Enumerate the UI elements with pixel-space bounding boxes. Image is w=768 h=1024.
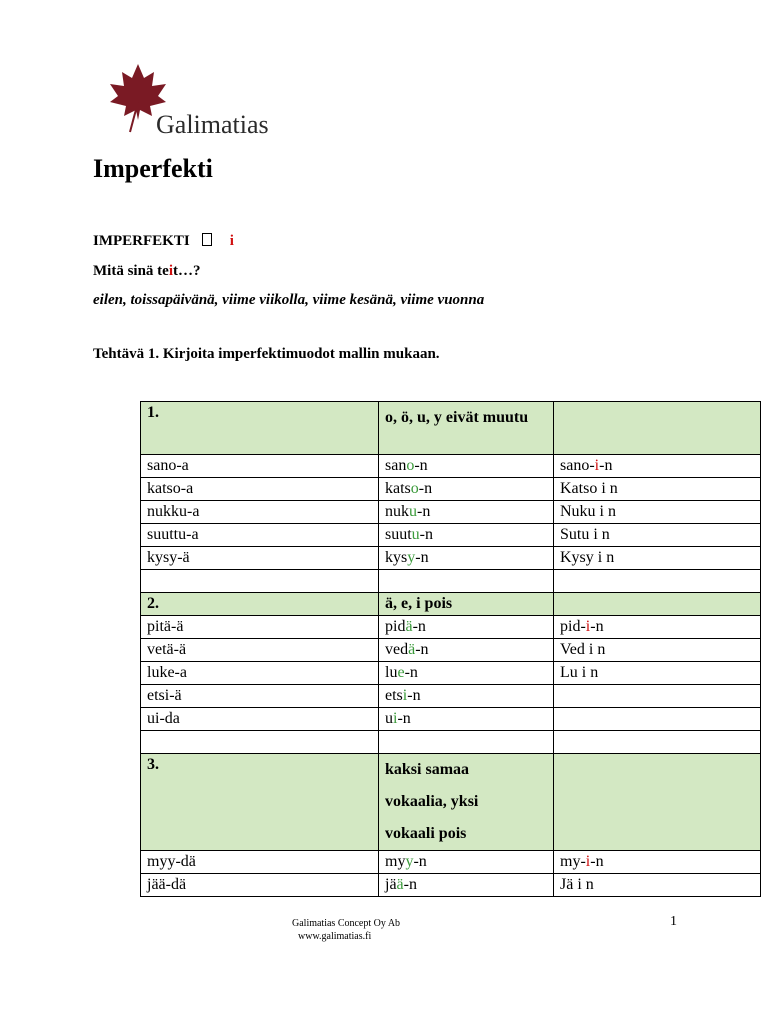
verb-imperfect [554,478,761,501]
imp-start: Kysy i n [560,549,615,566]
verb-base [141,708,379,731]
table-row [141,616,761,639]
rule-text: o, ö, u, y eivät muutu [385,409,529,426]
section-empty [554,593,761,616]
stem-start: lu [385,664,398,681]
task-instruction: Tehtävä 1. Kirjoita imperfektimuodot mallin mukaan. [93,346,440,362]
stem-start: my [385,853,406,870]
verb-imperfect [554,662,761,685]
verb-base [141,455,379,478]
verb-stem [379,501,554,524]
brand-name: Galimatias [156,110,269,139]
stem-end: -n [419,526,433,543]
blank-cell [379,731,554,754]
question-line [93,263,201,280]
base-text: kysy-ä [147,549,190,566]
arrow-icon [202,233,212,246]
verb-imperfect [554,501,761,524]
base-text: etsi-ä [147,687,182,704]
base-text: pitä-ä [147,618,184,635]
table-row [141,874,761,897]
imp-start: Katso i n [560,480,618,497]
verb-stem [379,455,554,478]
table-row [141,851,761,874]
verb-imperfect [554,616,761,639]
rule-line: vokaalia, yksi [385,793,479,810]
imp-start: Jä i n [560,876,594,893]
verb-stem [379,851,554,874]
verb-stem [379,524,554,547]
stem-start: kats [385,480,411,497]
stem-end: -n [418,480,433,497]
stem-end: -n [415,641,429,658]
stem-start: u [385,710,393,727]
blank-cell [554,731,761,754]
stem-vowel: e [397,664,405,681]
verb-imperfect [554,851,761,874]
verb-imperfect [554,524,761,547]
verb-stem [379,874,554,897]
stem-end: -n [413,853,427,870]
imp-start: sano- [560,457,595,474]
conjugation-table [140,401,761,897]
table-row [141,662,761,685]
stem-start: kys [385,549,408,566]
verb-stem [379,547,554,570]
verb-base [141,685,379,708]
stem-start: ved [385,641,409,658]
stem-vowel: i [393,710,398,727]
rule-line: kaksi samaa [385,761,470,778]
base-text: jää-dä [147,876,187,893]
imp-start: my- [560,853,586,870]
stem-start: suut [385,526,412,543]
imp-start: Nuku i n [560,503,616,520]
section-empty [554,754,761,851]
page-title: Imperfekti [93,154,213,183]
table-row [141,455,761,478]
verb-stem [379,639,554,662]
table-row [141,547,761,570]
stem-vowel: o [406,457,415,474]
imp-start: Sutu i n [560,526,610,543]
verb-stem [379,685,554,708]
stem-end: -n [403,876,417,893]
stem-start: nuk [385,503,409,520]
imperfekti-heading [93,233,234,250]
verb-base [141,616,379,639]
verb-stem [379,478,554,501]
section-number [141,754,379,851]
page-number: 1 [670,914,677,929]
question-post: t…? [173,263,201,279]
verb-stem [379,662,554,685]
base-text: luke-a [147,664,187,681]
stem-vowel: ä [396,876,404,893]
verb-base [141,501,379,524]
blank-cell [379,570,554,593]
logo [104,42,340,140]
verb-base [141,662,379,685]
section-header [141,593,761,616]
imp-start: pid- [560,618,586,635]
section-empty [554,402,761,455]
section-number-text: 3. [147,756,159,773]
section-rule [379,402,554,455]
imp-end: -n [590,853,604,870]
verb-base [141,547,379,570]
table-row [141,685,761,708]
imp-i: i [585,853,591,870]
base-text: vetä-ä [147,641,187,658]
stem-vowel: u [409,503,417,520]
rule-line: vokaali pois [385,825,467,842]
heading-marker: i [229,233,234,249]
stem-vowel: ä [408,641,416,658]
verb-base [141,639,379,662]
question-i: i [168,263,173,279]
imp-i: i [594,457,600,474]
base-text: sano-a [147,457,189,474]
stem-end: -n [417,503,431,520]
imp-end: -n [599,457,613,474]
stem-end: -n [407,687,421,704]
blank-row [141,570,761,593]
stem-end: -n [397,710,411,727]
base-text: myy-dä [147,853,196,870]
blank-cell [141,731,379,754]
imp-start: Lu i n [560,664,599,681]
stem-end: -n [412,618,426,635]
table-row [141,501,761,524]
verb-imperfect [554,639,761,662]
blank-row [141,731,761,754]
table-row [141,639,761,662]
base-text: ui-da [147,710,180,727]
table-row [141,524,761,547]
stem-start: ets [385,687,403,704]
verb-imperfect [554,547,761,570]
stem-end: -n [414,457,428,474]
stem-start: san [385,457,407,474]
table-row [141,478,761,501]
verb-base [141,851,379,874]
time-words: eilen, toissapäivänä, viime viikolla, viime kesänä, viime vuonna [93,292,485,308]
blank-cell [554,570,761,593]
verb-imperfect [554,455,761,478]
verb-base [141,478,379,501]
base-text: nukku-a [147,503,200,520]
verb-imperfect [554,685,761,708]
imp-start: Ved i n [560,641,606,658]
footer-company: Galimatias Concept Oy Ab [292,918,401,929]
stem-end: -n [415,549,429,566]
verb-base [141,524,379,547]
stem-vowel: ä [405,618,413,635]
stem-vowel: o [410,480,419,497]
stem-end: -n [404,664,418,681]
verb-imperfect [554,874,761,897]
stem-vowel: u [411,526,420,543]
verb-stem [379,708,554,731]
base-text: katso-a [147,480,194,497]
verb-base [141,874,379,897]
verb-imperfect [554,708,761,731]
section-number [141,593,379,616]
section-number [141,402,379,455]
base-text: suuttu-a [147,526,199,543]
table-row [141,708,761,731]
section-header [141,402,761,455]
stem-vowel: y [407,549,416,566]
stem-start: pid [385,618,406,635]
imp-end: -n [590,618,604,635]
stem-vowel: y [405,853,414,870]
section-rule [379,754,554,851]
rule-text: ä, e, i pois [385,595,453,612]
footer-website: www.galimatias.fi [298,931,372,942]
stem-start: jä [385,876,397,893]
verb-stem [379,616,554,639]
imp-i: i [585,618,591,635]
stem-vowel: i [402,687,408,704]
heading-label: IMPERFEKTI [93,233,190,249]
question-pre: Mitä sinä te [93,263,169,279]
section-rule [379,593,554,616]
blank-cell [141,570,379,593]
section-header [141,754,761,851]
section-number-text: 2. [147,595,159,612]
section-number-text: 1. [147,404,159,421]
